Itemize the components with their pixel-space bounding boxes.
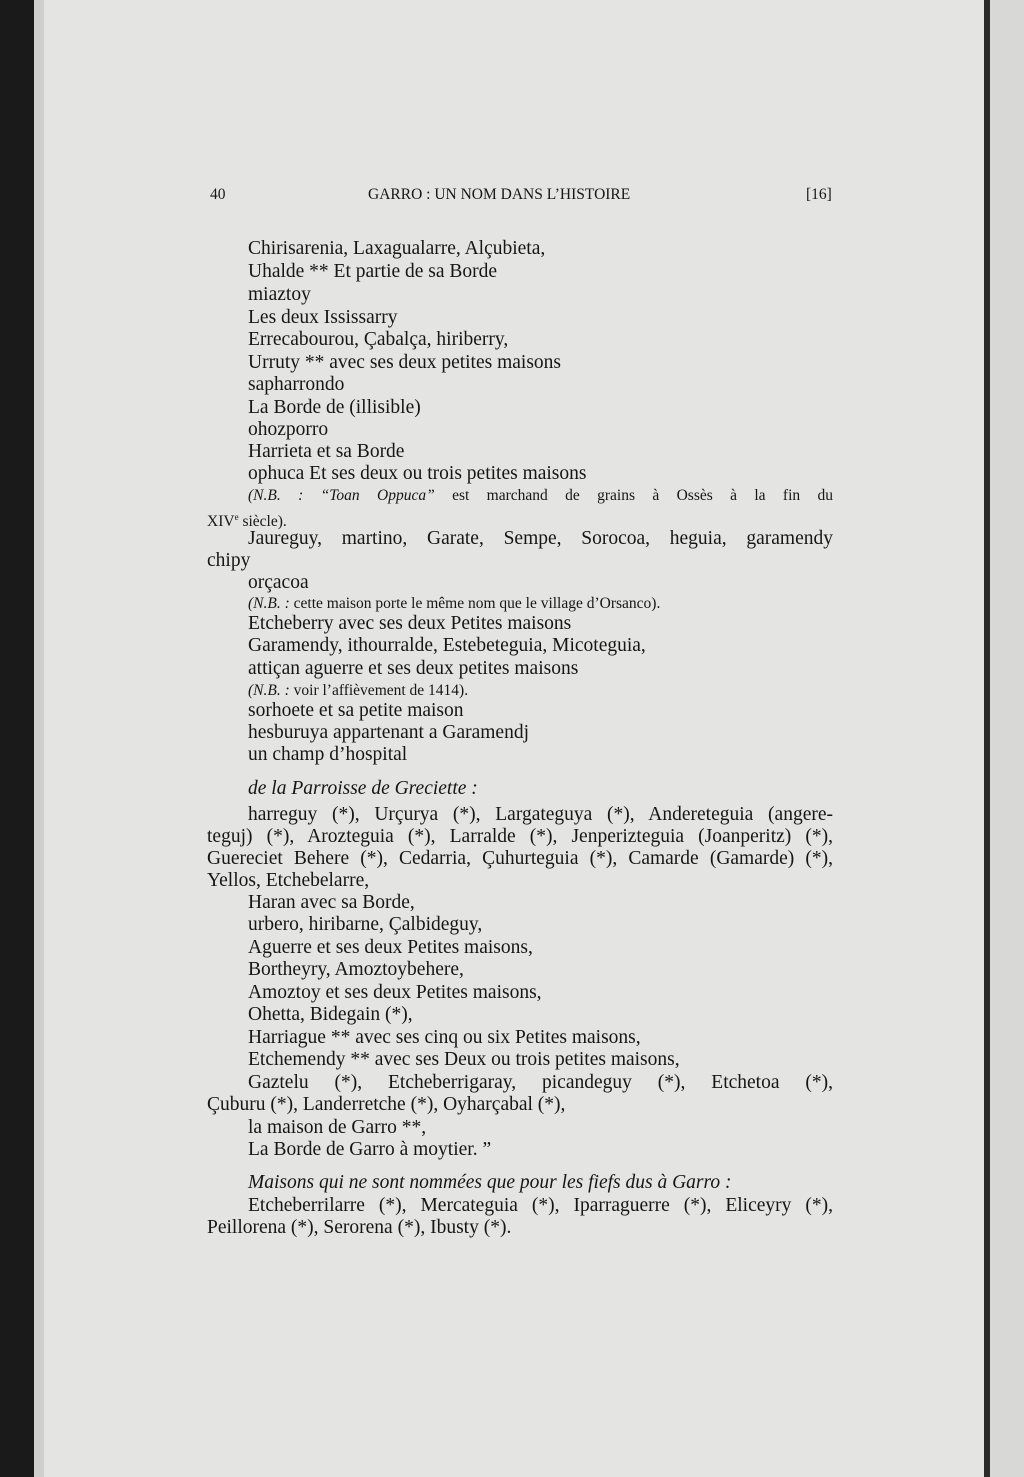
text-line: Chirisarenia, Laxagualarre, Alçubieta, (248, 238, 546, 259)
text-line: Harriague ** avec ses cinq ou six Petites maisons, (248, 1027, 641, 1048)
note-text: voir l’affièvement de 1414). (289, 682, 469, 699)
text-line: teguj) (*), Arozteguia (*), Larralde (*), Jenperizteguia (Joanperitz) (*), (207, 826, 833, 847)
text-line: miaztoy (248, 284, 311, 305)
text-line: Etchemendy ** avec ses Deux ou trois petites maisons, (248, 1049, 680, 1070)
text-line: La Borde de Garro à moytier. ” (248, 1139, 492, 1160)
note-text: cette maison porte le même nom que le village d’Orsanco). (289, 595, 661, 612)
text-line: Haran avec sa Borde, (248, 892, 415, 913)
page-number: 40 (210, 186, 226, 203)
running-title: GARRO : UN NOM DANS L’HISTOIRE (368, 186, 631, 203)
note-text: siècle). (238, 513, 287, 530)
note-line (248, 680, 468, 702)
note-text: est marchand de grains à Ossès à la fin du (434, 487, 833, 504)
text-line: Harrieta et sa Borde (248, 441, 405, 462)
text-line: Etcheberry avec ses deux Petites maisons (248, 613, 572, 634)
text-line: sorhoete et sa petite maison (248, 700, 464, 721)
note-italic: (N.B. : (248, 682, 290, 699)
text-line: Errecabourou, Çabalça, hiriberry, (248, 329, 509, 350)
text-line: Urruty ** avec ses deux petites maisons (248, 352, 562, 373)
text-line: Guereciet Behere (*), Cedarria, Çuhurteguia (*), Camarde (Gamarde) (*), (207, 848, 833, 869)
text-line: Amoztoy et ses deux Petites maisons, (248, 982, 542, 1003)
note-italic: (N.B. : “Toan Oppuca” (248, 487, 435, 504)
note-line (248, 485, 833, 507)
text-line: Gaztelu (*), Etcheberrigaray, picandeguy (*), Etchetoa (*), (248, 1072, 833, 1093)
text-line: Yellos, Etchebelarre, (207, 870, 370, 891)
text-line: attiçan aguerre et ses deux petites maisons (248, 658, 579, 679)
text-line: Bortheyry, Amoztoybehere, (248, 959, 464, 980)
text-line: Etcheberrilarre (*), Mercateguia (*), Iparraguerre (*), Eliceyry (*), (248, 1195, 833, 1216)
century-numeral: XIV (207, 513, 235, 530)
text-line: sapharrondo (248, 374, 345, 395)
text-line: chipy (207, 550, 251, 571)
text-line: La Borde de (illisible) (248, 397, 421, 418)
text-line: urbero, hiribarne, Çalbideguy, (248, 914, 483, 935)
text-line: ohozporro (248, 419, 329, 440)
text-line: ophuca Et ses deux ou trois petites maisons (248, 463, 587, 484)
text-line: Peillorena (*), Serorena (*), Ibusty (*). (207, 1217, 512, 1238)
note-line (248, 593, 660, 615)
text-line: hesburuya appartenant a Garamendj (248, 722, 529, 743)
text-line: un champ d’hospital (248, 744, 408, 765)
text-line: Garamendy, ithourralde, Estebeteguia, Micoteguia, (248, 635, 646, 656)
text-line: Ohetta, Bidegain (*), (248, 1004, 413, 1025)
superscript: e (234, 512, 239, 522)
note-italic: (N.B. : (248, 595, 290, 612)
text-line: orçacoa (248, 572, 309, 593)
section-heading: de la Parroisse de Greciette : (248, 778, 478, 799)
text-line: Aguerre et ses deux Petites maisons, (248, 937, 533, 958)
text-line: harreguy (*), Urçurya (*), Largateguya (*), Andereteguia (angere- (248, 804, 833, 825)
text-line: la maison de Garro **, (248, 1117, 427, 1138)
text-line: Uhalde ** Et partie de sa Borde (248, 261, 498, 282)
section-heading: Maisons qui ne sont nommées que pour les fiefs dus à Garro : (248, 1172, 732, 1193)
facing-page-edge (990, 0, 1024, 1477)
text-line: Çuburu (*), Landerretche (*), Oyharçabal (*), (207, 1094, 566, 1115)
text-line: Jaureguy, martino, Garate, Sempe, Sorocoa, heguia, garamendy (248, 528, 833, 549)
text-line: Les deux Ississarry (248, 307, 398, 328)
bracket-page-number: [16] (806, 186, 832, 203)
